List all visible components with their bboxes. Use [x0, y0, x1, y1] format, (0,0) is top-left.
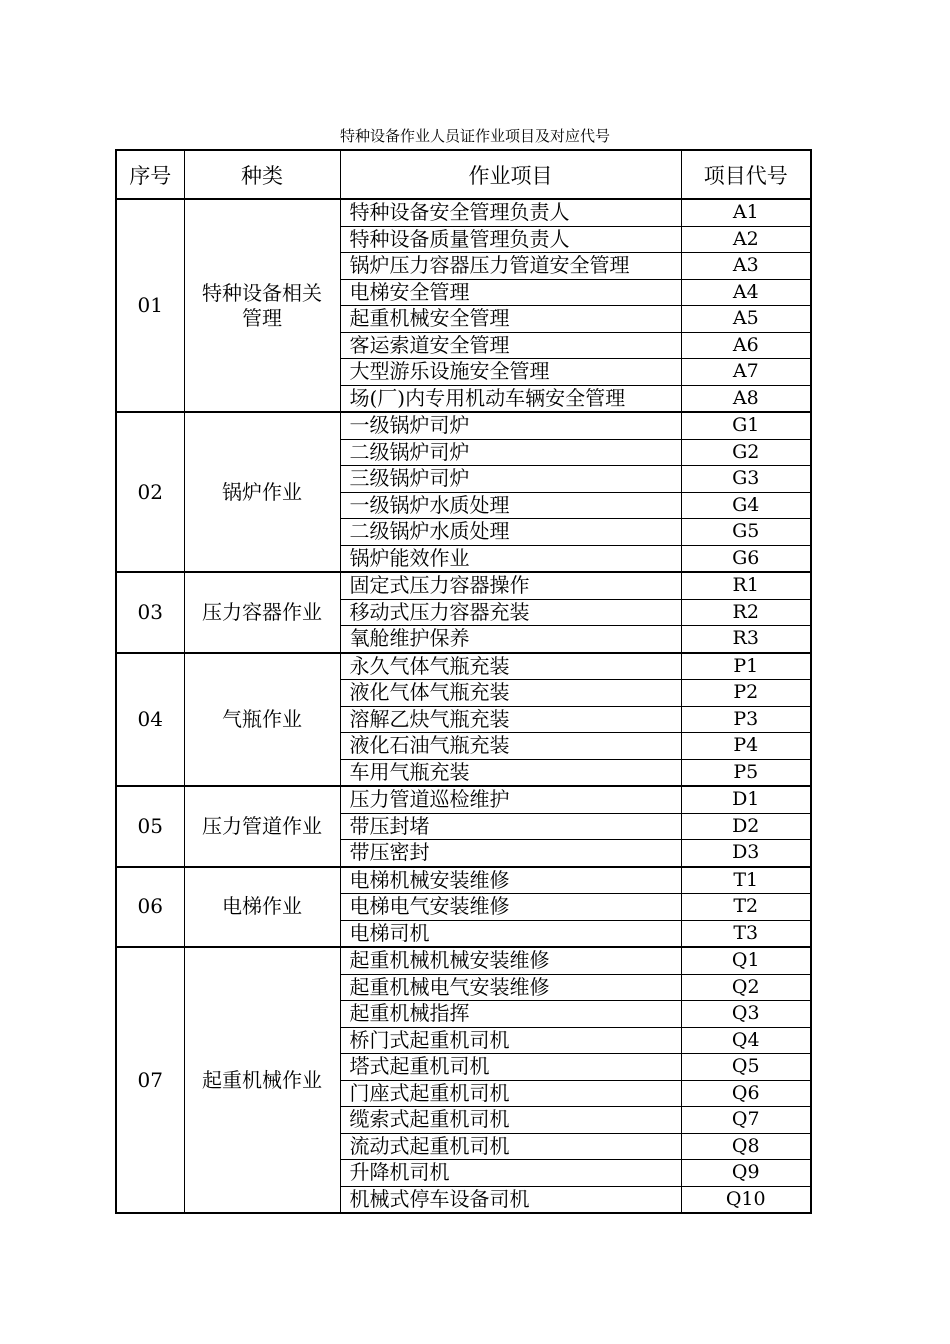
table-row [116, 867, 811, 894]
operation-item: 氧舱维护保养 [340, 626, 681, 653]
item-code: Q9 [681, 1160, 811, 1187]
item-code: R1 [681, 572, 811, 599]
operation-item: 一级锅炉司炉 [340, 412, 681, 439]
item-code: A5 [681, 306, 811, 333]
operation-item: 二级锅炉水质处理 [340, 519, 681, 546]
operation-item: 起重机械电气安装维修 [340, 974, 681, 1001]
operation-item: 带压封堵 [340, 813, 681, 840]
table-row [116, 412, 811, 439]
operation-item: 三级锅炉司炉 [340, 466, 681, 493]
operation-item: 锅炉能效作业 [340, 545, 681, 572]
operation-item: 永久气体气瓶充装 [340, 653, 681, 680]
table-row [116, 653, 811, 680]
table-row [116, 199, 811, 226]
operation-items-table [115, 149, 812, 1214]
item-code: R2 [681, 599, 811, 626]
group-number: 03 [116, 572, 184, 653]
operation-item: 大型游乐设施安全管理 [340, 359, 681, 386]
item-code: D3 [681, 840, 811, 867]
item-code: P2 [681, 680, 811, 707]
operation-item: 客运索道安全管理 [340, 332, 681, 359]
item-code: A4 [681, 279, 811, 306]
item-code: Q1 [681, 947, 811, 974]
operation-item: 缆索式起重机司机 [340, 1107, 681, 1134]
item-code: P5 [681, 759, 811, 786]
operation-item: 液化石油气瓶充装 [340, 733, 681, 760]
item-code: D2 [681, 813, 811, 840]
item-code: R3 [681, 626, 811, 653]
table-header-row [116, 150, 811, 199]
header-category: 种类 [184, 150, 340, 199]
operation-item: 锅炉压力容器压力管道安全管理 [340, 253, 681, 280]
item-code: A2 [681, 226, 811, 253]
group-number: 05 [116, 786, 184, 867]
operation-item: 机械式停车设备司机 [340, 1186, 681, 1213]
operation-item: 溶解乙炔气瓶充装 [340, 706, 681, 733]
item-code: Q8 [681, 1133, 811, 1160]
group-category: 压力管道作业 [184, 786, 340, 867]
item-code: Q3 [681, 1001, 811, 1028]
item-code: D1 [681, 786, 811, 813]
item-code: G4 [681, 492, 811, 519]
item-code: A7 [681, 359, 811, 386]
item-code: Q7 [681, 1107, 811, 1134]
item-code: T1 [681, 867, 811, 894]
item-code: A8 [681, 385, 811, 412]
operation-item: 车用气瓶充装 [340, 759, 681, 786]
operation-item: 特种设备质量管理负责人 [340, 226, 681, 253]
group-number: 07 [116, 947, 184, 1213]
header-item: 作业项目 [340, 150, 681, 199]
operation-item: 带压密封 [340, 840, 681, 867]
table-row [116, 572, 811, 599]
group-category: 锅炉作业 [184, 412, 340, 572]
item-code: T3 [681, 920, 811, 947]
operation-item: 特种设备安全管理负责人 [340, 199, 681, 226]
item-code: T2 [681, 894, 811, 921]
group-category: 特种设备相关 管理 [184, 199, 340, 412]
operation-item: 液化气体气瓶充装 [340, 680, 681, 707]
table-row [116, 786, 811, 813]
document-title: 特种设备作业人员证作业项目及对应代号 [339, 127, 610, 145]
item-code: G1 [681, 412, 811, 439]
item-code: A1 [681, 199, 811, 226]
group-category: 起重机械作业 [184, 947, 340, 1213]
operation-item: 压力管道巡检维护 [340, 786, 681, 813]
operation-item: 电梯机械安装维修 [340, 867, 681, 894]
operation-item: 一级锅炉水质处理 [340, 492, 681, 519]
header-code: 项目代号 [681, 150, 811, 199]
header-no: 序号 [116, 150, 184, 199]
operation-item: 电梯安全管理 [340, 279, 681, 306]
item-code: A3 [681, 253, 811, 280]
group-number: 04 [116, 653, 184, 787]
item-code: G3 [681, 466, 811, 493]
item-code: P4 [681, 733, 811, 760]
operation-item: 起重机械安全管理 [340, 306, 681, 333]
item-code: P1 [681, 653, 811, 680]
item-code: G5 [681, 519, 811, 546]
item-code: P3 [681, 706, 811, 733]
operation-item: 流动式起重机司机 [340, 1133, 681, 1160]
table-body [116, 199, 811, 1213]
item-code: Q5 [681, 1054, 811, 1081]
group-category: 气瓶作业 [184, 653, 340, 787]
item-code: Q2 [681, 974, 811, 1001]
operation-item: 电梯电气安装维修 [340, 894, 681, 921]
group-number: 06 [116, 867, 184, 948]
item-code: Q6 [681, 1080, 811, 1107]
operation-item: 门座式起重机司机 [340, 1080, 681, 1107]
operation-item: 起重机械机械安装维修 [340, 947, 681, 974]
item-code: G6 [681, 545, 811, 572]
operation-item: 桥门式起重机司机 [340, 1027, 681, 1054]
group-number: 01 [116, 199, 184, 412]
operation-item: 二级锅炉司炉 [340, 439, 681, 466]
table-row [116, 947, 811, 974]
group-category: 电梯作业 [184, 867, 340, 948]
group-number: 02 [116, 412, 184, 572]
operation-item: 场(厂)内专用机动车辆安全管理 [340, 385, 681, 412]
operation-item: 移动式压力容器充装 [340, 599, 681, 626]
item-code: G2 [681, 439, 811, 466]
operation-item: 电梯司机 [340, 920, 681, 947]
group-category: 压力容器作业 [184, 572, 340, 653]
operation-item: 起重机械指挥 [340, 1001, 681, 1028]
operation-item: 塔式起重机司机 [340, 1054, 681, 1081]
item-code: Q10 [681, 1186, 811, 1213]
operation-item: 固定式压力容器操作 [340, 572, 681, 599]
operation-item: 升降机司机 [340, 1160, 681, 1187]
item-code: A6 [681, 332, 811, 359]
item-code: Q4 [681, 1027, 811, 1054]
